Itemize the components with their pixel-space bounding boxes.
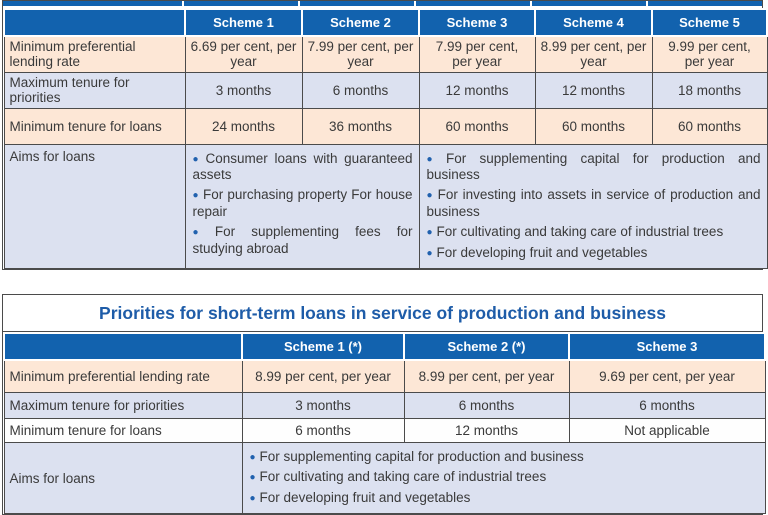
value-cell: 7.99 per cent, per year [302, 36, 419, 72]
bullet-item [193, 187, 413, 220]
row-label-aims: Aims for loans [4, 144, 185, 269]
top-partial-cell [648, 1, 762, 6]
priorities-table [2, 294, 763, 515]
top-partial-cell [532, 1, 646, 6]
bullet-item [193, 224, 413, 257]
value-cell: 36 months [302, 108, 419, 144]
bullet-icon: ● [249, 492, 256, 504]
value-cell: 60 months [419, 108, 535, 144]
column-header-scheme1-star: Scheme 1 (*) [242, 333, 404, 360]
row-label-min-tenure: Minimum tenure for loans [4, 108, 185, 144]
bullet-text: For investing into assets in service of production and business [426, 187, 761, 219]
value-cell: 8.99 per cent, per year [242, 360, 404, 392]
value-cell: 60 months [652, 108, 767, 144]
column-header-scheme2-star: Scheme 2 (*) [404, 333, 569, 360]
bullet-text: For cultivating and taking care of industrial trees [436, 224, 724, 240]
row-label-min-tenure: Minimum tenure for loans [4, 418, 242, 442]
value-cell: Not applicable [569, 418, 765, 442]
value-cell: 3 months [185, 72, 302, 108]
value-cell: 8.99 per cent, per year [404, 360, 569, 392]
column-header-scheme1: Scheme 1 [185, 9, 302, 36]
bullet-icon: ● [426, 190, 434, 202]
row-label-min-rate: Minimum preferential lending rate [4, 36, 185, 72]
bullet-icon: ● [426, 247, 433, 259]
column-header-scheme3: Scheme 3 [419, 9, 535, 36]
row-label-min-rate: Minimum preferential lending rate [4, 360, 242, 392]
value-cell: 6.69 per cent, per year [185, 36, 302, 72]
top-partial-cell [416, 1, 530, 6]
loan-schemes-table [2, 0, 763, 270]
bullet-text: For developing fruit and vegetables [259, 489, 471, 505]
top-partial-cell [300, 1, 414, 6]
value-cell: 3 months [242, 392, 404, 418]
column-header-scheme2: Scheme 2 [302, 9, 419, 36]
value-cell: 9.69 per cent, per year [569, 360, 765, 392]
bullet-text: For supplementing capital for production and business [426, 150, 761, 182]
top-partial-cell [3, 1, 182, 6]
bullet-item [427, 245, 761, 261]
bullet-text: For cultivating and taking care of industrial trees [259, 469, 547, 485]
bullet-item [250, 490, 759, 506]
bullet-item [193, 151, 413, 184]
aims-cell-consumer [185, 144, 419, 269]
bullet-text: For purchasing property For house repair [192, 187, 413, 219]
bullet-icon: ● [426, 153, 443, 165]
row-label-max-tenure: Maximum tenure for priorities [4, 392, 242, 418]
bullet-text: For supplementing capital for production and business [259, 448, 584, 464]
bullet-item [427, 187, 761, 220]
column-header-scheme5: Scheme 5 [652, 9, 767, 36]
bullet-icon: ● [249, 451, 256, 463]
column-header-scheme3: Scheme 3 [569, 333, 765, 360]
corner-header-cell [4, 9, 185, 36]
value-cell: 24 months [185, 108, 302, 144]
bullet-icon: ● [192, 227, 211, 239]
value-cell: 18 months [652, 72, 767, 108]
priorities-schemes-table [3, 332, 766, 514]
bullet-text: For developing fruit and vegetables [436, 244, 648, 260]
bullet-icon: ● [192, 190, 199, 202]
bullet-icon: ● [249, 472, 256, 484]
bullet-icon: ● [192, 153, 202, 165]
row-label-aims: Aims for loans [4, 442, 242, 513]
bullet-text: Consumer loans with guaranteed assets [192, 150, 413, 182]
aims-cell-business [419, 144, 767, 269]
bullet-item [427, 151, 761, 184]
schemes-table [3, 8, 768, 269]
value-cell: 6 months [569, 392, 765, 418]
bullet-text: For supplementing fees for studying abroad [192, 224, 413, 256]
value-cell: 12 months [404, 418, 569, 442]
bullet-item [250, 469, 759, 485]
value-cell: 12 months [535, 72, 652, 108]
table-title: Priorities for short-term loans in service of production and business [3, 295, 762, 332]
bullet-icon: ● [426, 227, 433, 239]
top-partial-cell [184, 1, 298, 6]
value-cell: 60 months [535, 108, 652, 144]
bullet-item [250, 449, 759, 465]
row-label-max-tenure: Maximum tenure for priorities [4, 72, 185, 108]
bullet-item [427, 224, 761, 240]
column-header-scheme4: Scheme 4 [535, 9, 652, 36]
value-cell: 8.99 per cent, per year [535, 36, 652, 72]
top-partial-row [3, 1, 762, 8]
corner-header-cell [4, 333, 242, 360]
value-cell: 12 months [419, 72, 535, 108]
value-cell: 6 months [404, 392, 569, 418]
value-cell: 7.99 per cent, per year [419, 36, 535, 72]
aims-cell [242, 442, 765, 513]
value-cell: 6 months [302, 72, 419, 108]
value-cell: 9.99 per cent, per year [652, 36, 767, 72]
value-cell: 6 months [242, 418, 404, 442]
